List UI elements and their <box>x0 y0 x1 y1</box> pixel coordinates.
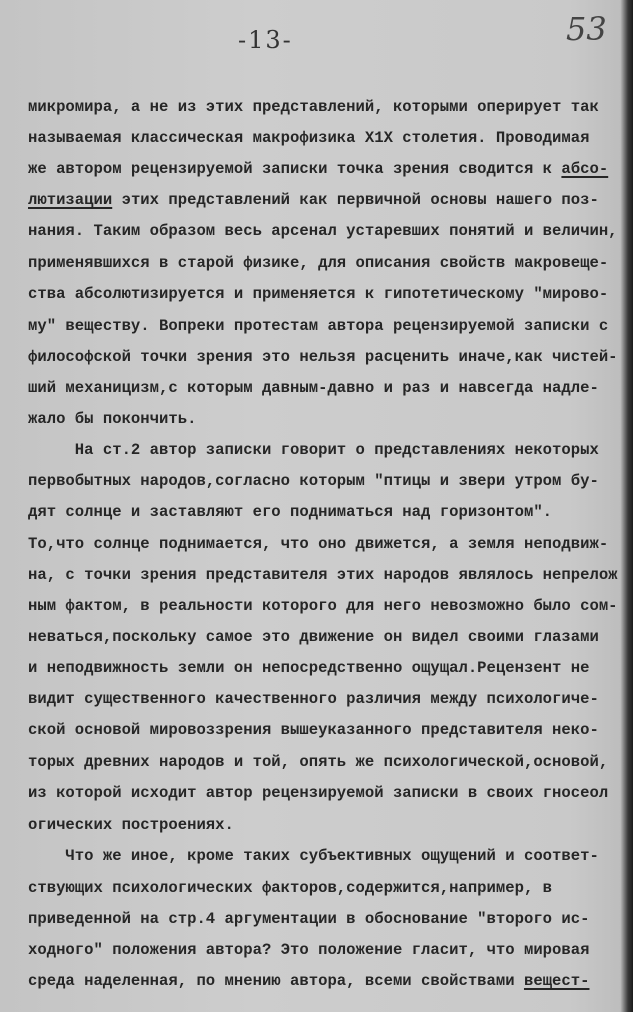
handwritten-folio-number: 53 <box>566 10 607 48</box>
underlined-text: лютизации <box>28 191 113 209</box>
text-line: ший механицизм,с которым давным-давно и раз и навсегда надле- <box>28 379 599 397</box>
text-line: Что же иное, кроме таких субъективных ощущений и соответ- <box>28 847 599 865</box>
text-segment: же автором рецензируемой записки точка зрения сводится к <box>28 160 562 178</box>
text-line: неваться,поскольку самое это движение он видел своими глазами <box>28 628 599 646</box>
text-line <box>28 971 589 991</box>
text-line: ходного" положения автора? Это положение гласит, что мировая <box>28 941 590 959</box>
text-line: философской точки зрения это нельзя расценить иначе,как чистей- <box>28 348 618 366</box>
text-line: торых древних народов и той, опять же психологической,основой, <box>28 753 609 771</box>
text-line: на, с точки зрения представителя этих народов являлось непрелож <box>28 566 618 584</box>
text-line <box>28 159 608 179</box>
text-line: огических построениях. <box>28 816 234 834</box>
text-line: жало бы покончить. <box>28 410 197 428</box>
text-line: видит существенного качественного различия между психологиче- <box>28 690 599 708</box>
text-line: То,что солнце поднимается, что оно движется, а земля неподвиж- <box>28 535 609 553</box>
text-line: и неподвижность земли он непосредственно ощущал.Рецензент не <box>28 659 590 677</box>
text-line: ства абсолютизируется и применяется к гипотетическому "мирово- <box>28 285 609 303</box>
text-segment: среда наделенная, по мнению автора, всеми свойствами <box>28 972 524 990</box>
underlined-text: вещест- <box>523 972 590 990</box>
text-line: нания. Таким образом весь арсенал устаревших понятий и величин, <box>28 222 618 240</box>
text-line: му" веществу. Вопреки протестам автора рецензируемой записки с <box>28 317 609 335</box>
underlined-text: абсо- <box>561 160 609 178</box>
text-line: приведенной на стр.4 аргументации в обоснование "второго ис- <box>28 910 590 928</box>
text-line: ской основой мировоззрения вышеуказанного представителя неко- <box>28 721 599 739</box>
text-line: первобытных народов,согласно которым "птицы и звери утром бу- <box>28 472 599 490</box>
text-segment: этих представлений как первичной основы нашего поз- <box>112 191 599 209</box>
text-line: из которой исходит автор рецензируемой записки в своих гносеол <box>28 784 609 802</box>
text-line: применявшихся в старой физике, для описания свойств макровеще- <box>28 254 609 272</box>
text-line: дят солнце и заставляют его подниматься над горизонтом". <box>28 503 553 521</box>
text-line <box>28 190 599 210</box>
text-line: ным фактом, в реальности которого для него невозможно было сом- <box>28 597 618 615</box>
text-line: ствующих психологических факторов,содержится,например, в <box>28 879 553 897</box>
text-line: микромира, а не из этих представлений, которыми оперирует так <box>28 98 599 116</box>
handwritten-page-number: -13- <box>238 26 293 54</box>
text-line: На ст.2 автор записки говорит о представлениях некоторых <box>28 441 599 459</box>
text-line: называемая классическая макрофизика Х1Х столетия. Проводимая <box>28 129 590 147</box>
